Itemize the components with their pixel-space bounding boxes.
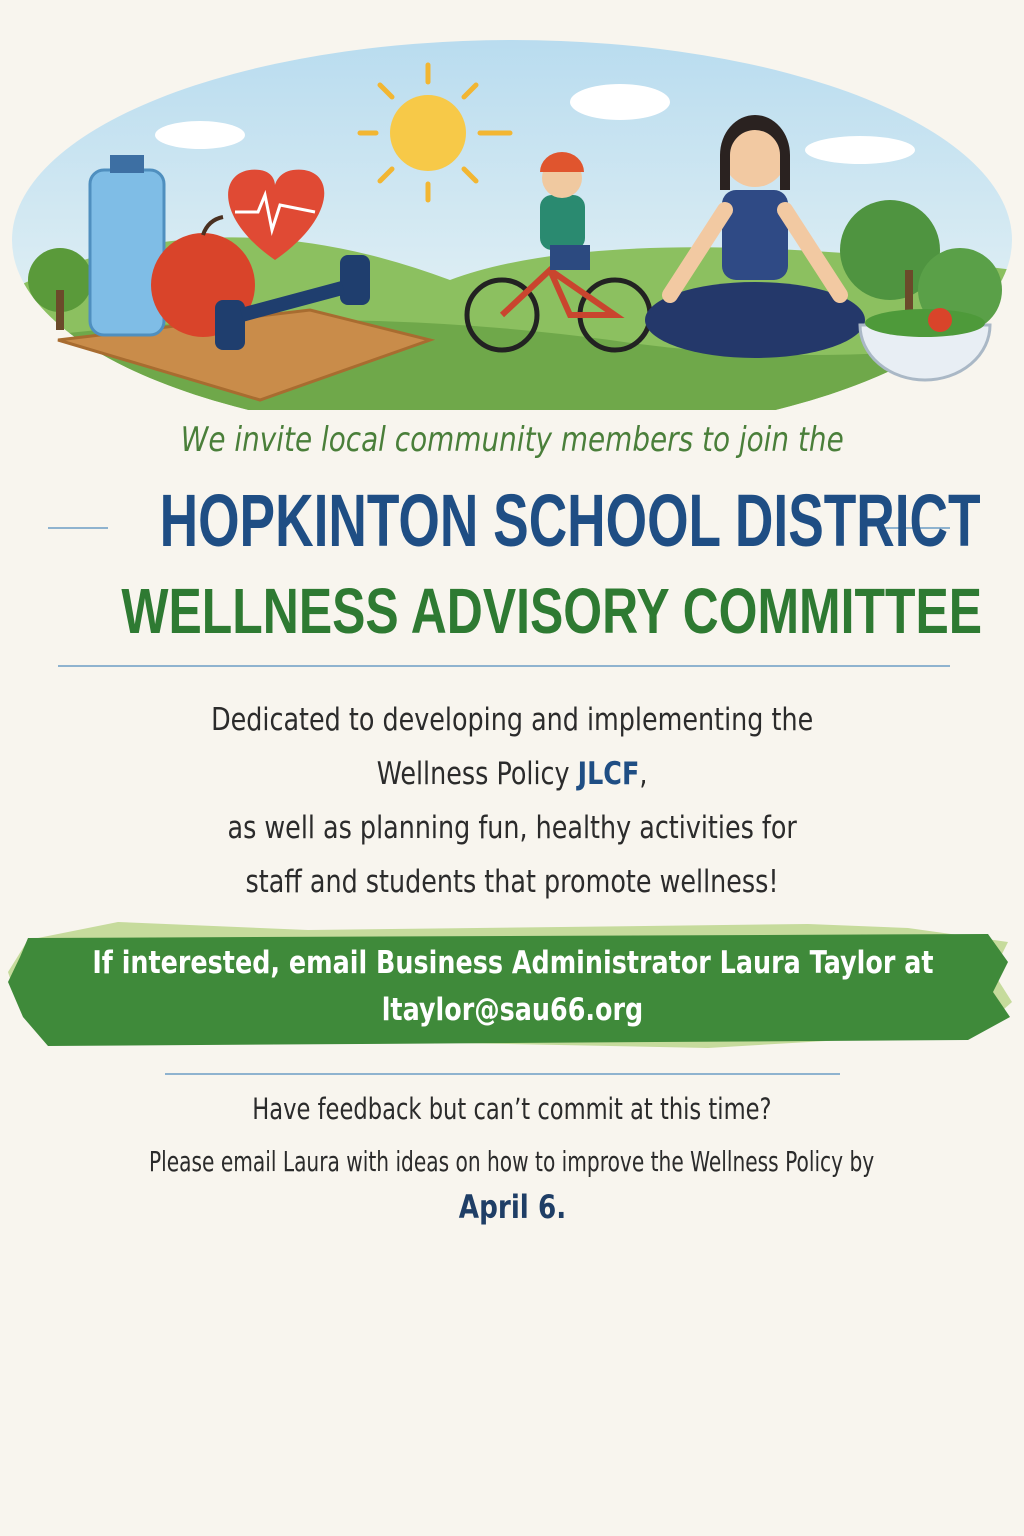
description-text: Wellness Policy <box>376 756 578 792</box>
water-bottle-icon <box>90 155 164 335</box>
divider <box>165 1073 840 1075</box>
wellness-illustration <box>10 40 1014 410</box>
title-committee: WELLNESS ADVISORY COMMITTEE <box>121 575 983 647</box>
contact-email-link[interactable]: ltaylor@sau66.org <box>381 992 643 1028</box>
description-line <box>0 756 1024 792</box>
intro-text: We invite local community members to join the <box>180 420 844 460</box>
comma: , <box>639 756 648 792</box>
feedback-question: Have feedback but can’t commit at this time? <box>252 1092 772 1126</box>
feedback-deadline: April 6. <box>458 1188 566 1226</box>
title-district: HOPKINTON SCHOOL DISTRICT <box>159 479 981 562</box>
description-line: Dedicated to developing and implementing the <box>210 702 814 738</box>
divider <box>58 665 950 667</box>
policy-code: JLCF <box>577 756 640 792</box>
description-line: as well as planning fun, healthy activities for <box>227 810 797 846</box>
description-line: staff and students that promote wellness! <box>245 864 779 900</box>
contact-text: If interested, email Business Administrator Laura Taylor at <box>92 945 934 981</box>
feedback-instructions: Please email Laura with ideas on how to improve the Wellness Policy by <box>149 1145 875 1178</box>
green-brush-band <box>8 922 1016 1052</box>
